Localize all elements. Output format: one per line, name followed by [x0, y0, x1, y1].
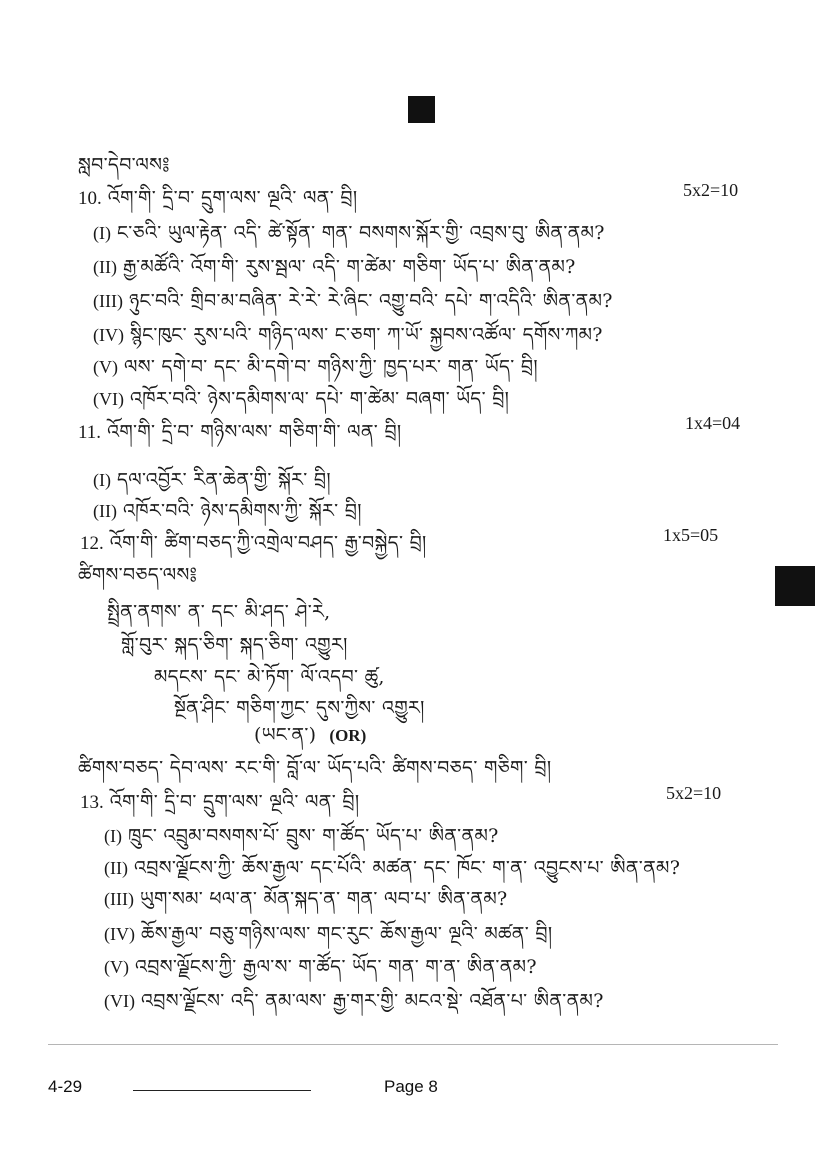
- item-text: དལ་འབྱོར་ རིན་ཆེན་གྱི་ སྐོར་ བྲི།: [116, 469, 331, 491]
- item-text: ཁྲུང་ འབྲུམ་བསགས་པོ་ བྲུས་ ག་ཚོད་ ཡོད་པ་ ཨིན་ནམ?: [127, 825, 499, 847]
- verse-line-2: གློ་བུར་ སྐད་ཅིག་ སྐད་ཅིག་ འགྱུར།: [121, 634, 348, 656]
- question-text: འོག་གི་ ཚིག་བཅད་ཀྱི་འགྲེལ་བཤད་ རྒྱ་བསྐྱེད་ བྲི།: [109, 532, 427, 554]
- marks-q10: 5x2=10: [683, 180, 739, 200]
- item-label: (II): [93, 257, 117, 277]
- footer-blank-line: [133, 1090, 311, 1091]
- question-text: འོག་གི་ དྲི་བ་ དྲུག་ལས་ ལྔའི་ ལན་ བྲི།: [107, 187, 358, 209]
- question-number: 13.: [80, 792, 104, 813]
- verse-line-4: སྔོན་ཤིང་ གཅིག་ཀྱང་ དུས་ཀྱིས་ འགྱུར།: [174, 697, 425, 719]
- qr-code-top: [408, 96, 435, 123]
- question-text: འོག་གི་ དྲི་བ་ དྲུག་ལས་ ལྔའི་ ལན་ བྲི།: [109, 791, 360, 813]
- item-text: འཁོར་བའི་ ཉེས་དམིགས་ཀྱི་ སྐོར་ བྲི།: [122, 500, 362, 522]
- qr-code-side: [775, 566, 815, 606]
- or-english: (OR): [329, 726, 367, 745]
- item-label: (I): [93, 470, 111, 490]
- item-text: འབྲས་ལྗོངས་ཀྱི་ ཆོས་རྒྱལ་ དང་པོའི་ མཚན་ དང་ ཁོང་ ག་ན་ འབྱུངས་པ་ ཨིན་ནམ?: [133, 857, 681, 879]
- paper-code: 4-29: [48, 1077, 83, 1096]
- alt-question: ཚིགས་བཅད་ དེབ་ལས་ རང་གི་ བློ་ལ་ ཡོད་པའི་ ཚིགས་བཅད་ གཅིག་ བྲི།: [78, 757, 552, 779]
- verse-line-3: མདངས་ དང་ མེ་ཏོག་ ལོ་འདབ་ ཚུ,: [154, 666, 385, 688]
- item-text: འབྲས་ལྗོངས་ཀྱི་ རྒྱལ་ས་ ག་ཚོད་ ཡོད་ གན་ ག་ན་ ཨིན་ནམ?: [135, 956, 537, 978]
- item-label: (II): [104, 858, 128, 878]
- question-number: 11.: [78, 422, 102, 443]
- item-label: (III): [93, 291, 123, 311]
- item-label: (VI): [93, 389, 124, 409]
- verse-line-1: སྤྲིན་ནགས་ ན་ དང་ མི་ཤད་ ཤེ་རེ,: [107, 601, 331, 623]
- question-text: འོག་གི་ དྲི་བ་ གཉིས་ལས་ གཅིག་གི་ ལན་ བྲི།: [107, 421, 402, 443]
- page-number: Page 8: [384, 1077, 438, 1096]
- marks-q12: 1x5=05: [663, 525, 719, 545]
- footer-divider: [48, 1044, 778, 1045]
- question-11: [78, 410, 401, 464]
- item-label: (II): [93, 501, 117, 521]
- item-text: ཆོས་རྒྱལ་ བཅུ་གཉིས་ལས་ གང་རུང་ ཆོས་རྒྱལ་ ལྔའི་ མཚན་ བྲི།: [140, 923, 553, 945]
- item-label: (VI): [104, 991, 135, 1011]
- item-label: (III): [104, 889, 134, 909]
- item-label: (I): [93, 223, 111, 243]
- verse-heading: ཚིགས་བཅད་ལས༔: [78, 564, 198, 586]
- item-label: (IV): [93, 325, 124, 345]
- marks-q13: 5x2=10: [666, 783, 722, 803]
- item-text: ང་ཅའི་ ཡུལ་རྟེན་ འདི་ ཚེ་སྟོན་ གན་ བསགས་སྐོར་གྱི་ འབྲས་བུ་ ཨིན་ནམ?: [116, 222, 605, 244]
- item-text: ཡུག་སམ་ ཕལ་ན་ མོན་སྐད་ན་ གན་ ལབ་པ་ ཨིན་ནམ?: [139, 888, 508, 910]
- q13-item-6: [104, 979, 604, 1033]
- item-label: (V): [104, 957, 129, 977]
- item-text: འབྲས་ལྗོངས་ འདི་ ནམ་ལས་ རྒྱ་གར་གྱི་ མངའ་སྡེ་ འཐོན་པ་ ཨིན་ནམ?: [140, 990, 604, 1012]
- item-text: འཁོར་བའི་ ཉེས་དམིགས་ལ་ དཔེ་ ག་ཚེམ་ བཞག་ ཡོད་ བྲི།: [129, 388, 510, 410]
- section-heading: སླབ་དེབ་ལས༔: [78, 154, 170, 176]
- question-number: 12.: [80, 533, 104, 554]
- item-text: ཉུང་བའི་ གྲིབ་མ་བཞིན་ རེ་རེ་ རེ་ཞིང་ འགྱུ་བའི་ དཔེ་ ག་འདིའི་ ཨིན་ནམ?: [128, 290, 613, 312]
- item-label: (I): [104, 826, 122, 846]
- item-text: སྙིང་ཁུང་ རུས་པའི་ གཉིད་ལས་ ང་ཅག་ ཀ་ཡོ་ སྐྱབས་འཚོལ་ དགོས་ཀམ?: [129, 324, 603, 346]
- item-label: (V): [93, 357, 118, 377]
- item-text: ལས་ དགེ་བ་ དང་ མི་དགེ་བ་ གཉིས་ཀྱི་ ཁྱད་པར་ གན་ ཡོད་ བྲི།: [124, 356, 538, 378]
- question-number: 10.: [78, 188, 102, 209]
- item-text: རྒྱ་མཚོའི་ འོག་གི་ རུས་སྦལ་ འདི་ ག་ཚེམ་ གཅིག་ ཡོད་པ་ ཨིན་ནམ?: [122, 256, 576, 278]
- or-tibetan: (ཡང་ན་): [254, 724, 317, 746]
- item-label: (IV): [104, 924, 135, 944]
- marks-q11: 1x4=04: [685, 413, 741, 433]
